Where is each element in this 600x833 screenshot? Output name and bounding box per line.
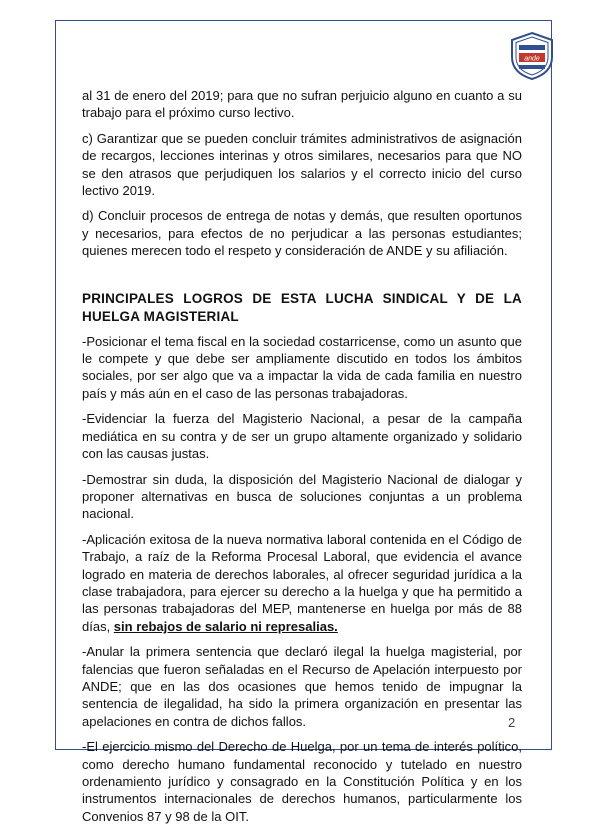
achievement-labor-law xyxy=(82,531,522,635)
achievement-labor-text: -Aplicación exitosa de la nueva normativa laboral contenida en el Código de Trabajo, a raíz de la Reforma Procesal Laboral, que evidencia el avance logrado en materia de derechos laborales, al ofrecer seguridad jurídica a la clase trabajadora, para ejercer su derecho a la huelga y que ha permitido a las personas trabajadoras del MEP, mantenerse en huelga por más de 88 días, xyxy=(82,531,522,634)
achievement-fiscal: -Posicionar el tema fiscal en la sociedad costarricense, como un asunto que le compete y que debe ser ampliamente discutido en todos los ámbitos sociales, por ser algo que va a impactar la vida de cada familia en nuestro país y más aún en el caso de las personas trabajadoras. xyxy=(82,333,522,401)
paragraph-item-c: c) Garantizar que se pueden concluir trámites administrativos de asignación de recargos, lecciones interinas y otros similares, necesarios para que NO se den atrasos que perjudiquen los salarios y el correcto inicio del curso lectivo 2019. xyxy=(82,130,522,199)
achievement-strike-right: -El ejercicio mismo del Derecho de Huelga, por un tema de interés político, como derecho humano fundamental reconocido y tutelado en nuestro ordenamiento jurídico y consagrado en la Constitución Política y en los instrumentos internacionales de derechos humanos, particularmente los Convenios 87 y 98 de la OIT. xyxy=(82,739,522,824)
achievement-labor-emphasis: sin rebajos de salario ni represalias. xyxy=(113,618,338,634)
page-number: 2 xyxy=(508,715,516,730)
section-heading: PRINCIPALES LOGROS DE ESTA LUCHA SINDICAL Y DE LA HUELGA MAGISTERIAL xyxy=(82,290,522,324)
achievement-strength: -Evidenciar la fuerza del Magisterio Nacional, a pesar de la campaña mediática en su contra y de ser un grupo altamente organizado y solidario con las causas justas. xyxy=(82,411,522,462)
achievement-dialogue: -Demostrar sin duda, la disposición del Magisterio Nacional de dialogar y proponer alternativas en busca de soluciones conjuntas a un problema nacional. xyxy=(82,471,522,522)
document-body xyxy=(82,87,522,833)
paragraph-continuation: al 31 de enero del 2019; para que no sufran perjuicio alguno en cuanto a su trabajo para el próximo curso lectivo. xyxy=(82,88,522,121)
ande-logo xyxy=(509,31,555,81)
paragraph-item-d: d) Concluir procesos de entrega de notas y demás, que resulten oportunos y necesarios, para efectos de no perjudicar a las personas estudiantes; quienes merecen todo el respeto y consideración de ANDE y su afiliación. xyxy=(82,208,522,259)
svg-text:ande: ande xyxy=(524,55,540,63)
achievement-sentence: -Anular la primera sentencia que declaró ilegal la huelga magisterial, por falencias que fueron señaladas en el Recurso de Apelación interpuesto por ANDE; que en las dos ocasiones que hemos tenido de impugnar la sentencia de ilegalidad, ha sido la primera organización en presentar las apelaciones en contra de dichos fallos. xyxy=(82,644,522,729)
